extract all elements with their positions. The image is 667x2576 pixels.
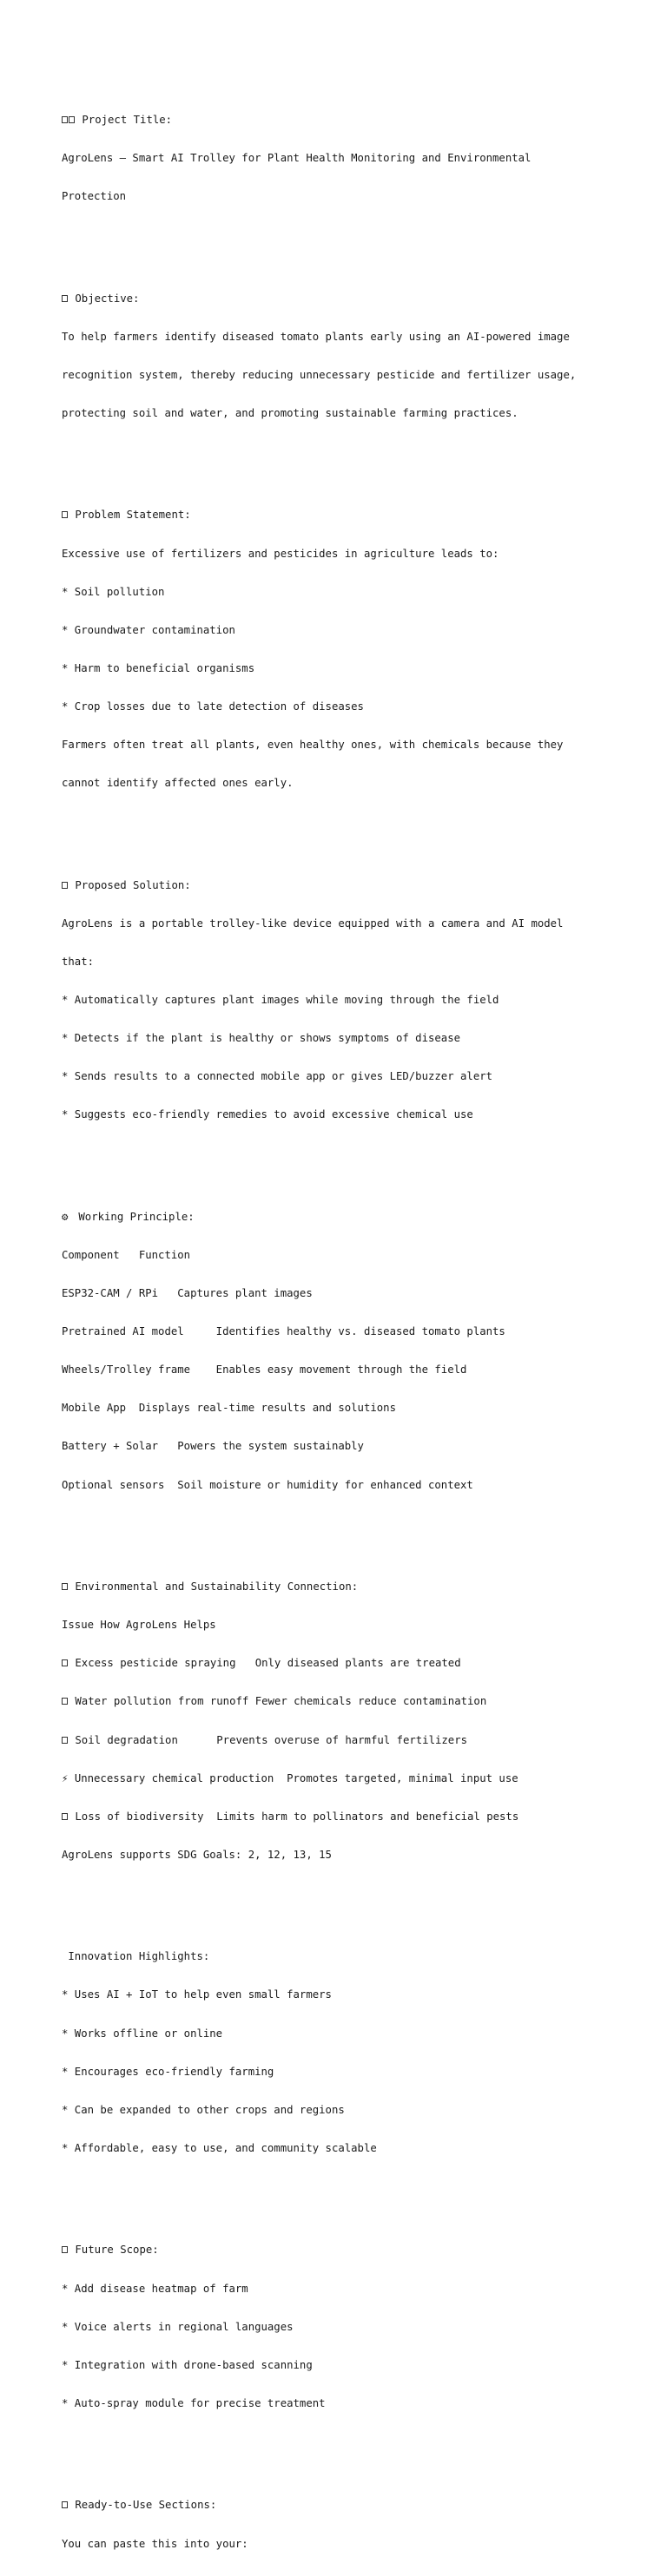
list-item: * Can be expanded to other crops and regions [62, 2103, 345, 2116]
section-heading-environmental: Environmental and Sustainability Connection: [62, 1580, 617, 1594]
table-row: Water pollution from runoff Fewer chemicals reduce contamination [62, 1695, 617, 1708]
list-item: * Add disease heatmap of farm [62, 2282, 248, 2295]
list-item: * Detects if the plant is healthy or shows symptoms of disease [62, 1032, 461, 1045]
table-row: Battery + Solar Powers the system sustainably [62, 1440, 364, 1453]
text-line: recognition system, thereby reducing unnecessary pesticide and fertilizer usage, [62, 368, 577, 381]
text-line: Farmers often treat all plants, even healthy ones, with chemicals because they [62, 739, 564, 752]
gear-icon: ⚙ [62, 1210, 69, 1223]
table-row: Loss of biodiversity Limits harm to pollinators and beneficial pests [62, 1810, 617, 1824]
sdg-goals: AgroLens supports SDG Goals: 2, 12, 13, 15 [62, 1848, 332, 1861]
list-item: * Automatically captures plant images while moving through the field [62, 994, 499, 1006]
section-heading-project-title: Project Title: [62, 114, 617, 127]
list-item: * Crop losses due to late detection of diseases [62, 700, 364, 713]
text-line: protecting soil and water, and promoting sustainable farming practices. [62, 406, 518, 419]
list-item: * Integration with drone-based scanning [62, 2358, 313, 2371]
table-row: Wheels/Trolley frame Enables easy movement through the field [62, 1364, 467, 1377]
table-row: Excess pesticide spraying Only diseased plants are treated [62, 1657, 617, 1670]
table-header: Issue How AgroLens Helps [62, 1619, 216, 1632]
box-icon [62, 1580, 69, 1593]
list-item: * Uses AI + IoT to help even small farmers [62, 1988, 332, 2001]
box-icon [62, 1810, 69, 1823]
table-row: Pretrained AI model Identifies healthy vs. diseased tomato plants [62, 1325, 505, 1338]
box-icon [62, 2499, 69, 2511]
text-line: that: [62, 955, 95, 968]
double-box-icon [62, 114, 76, 126]
document-body [62, 62, 617, 2576]
list-item: * Soil pollution [62, 585, 165, 598]
text-line: You can paste this into your: [62, 2537, 248, 2550]
list-item: * Voice alerts in regional languages [62, 2320, 294, 2333]
table-row: ESP32-CAM / RPi Captures plant images [62, 1287, 313, 1300]
list-item: * Affordable, easy to use, and community scalable [62, 2141, 377, 2154]
table-row: Soil degradation Prevents overuse of harmful fertilizers [62, 1734, 617, 1747]
text-line: Excessive use of fertilizers and pesticides in agriculture leads to: [62, 547, 499, 560]
table-row: Mobile App Displays real-time results and solutions [62, 1402, 396, 1415]
box-icon [62, 1657, 69, 1669]
list-item: * Sends results to a connected mobile app or gives LED/buzzer alert [62, 1070, 493, 1083]
section-heading-problem-statement: Problem Statement: [62, 509, 617, 522]
box-icon [62, 879, 69, 891]
text-line: Protection [62, 190, 127, 202]
section-heading-ready-to-use: Ready-to-Use Sections: [62, 2499, 617, 2512]
text-line: cannot identify affected ones early. [62, 777, 294, 790]
section-heading-innovation: Innovation Highlights: [62, 1950, 210, 1963]
list-item: * Encourages eco-friendly farming [62, 2065, 274, 2078]
section-heading-objective: Objective: [62, 292, 617, 306]
list-item: * Auto-spray module for precise treatment [62, 2396, 326, 2409]
box-icon [62, 509, 69, 521]
table-row: ⚡ Unnecessary chemical production Promotes targeted, minimal input use [62, 1771, 518, 1784]
text-line: AgroLens – Smart AI Trolley for Plant Health Monitoring and Environmental [62, 151, 532, 164]
list-item: * Groundwater contamination [62, 623, 235, 636]
section-heading-proposed-solution: Proposed Solution: [62, 879, 617, 892]
table-header: Component Function [62, 1248, 191, 1261]
box-icon [62, 2244, 69, 2256]
box-icon [62, 292, 69, 305]
table-row: Optional sensors Soil moisture or humidity for enhanced context [62, 1478, 473, 1491]
text-line: To help farmers identify diseased tomato plants early using an AI-powered image [62, 330, 570, 343]
text-line: AgroLens is a portable trolley-like device equipped with a camera and AI model [62, 917, 564, 930]
lightning-icon: ⚡ [62, 1771, 69, 1784]
section-heading-working-principle: ⚙ Working Principle: [62, 1210, 195, 1223]
section-heading-future-scope: Future Scope: [62, 2244, 617, 2257]
list-item: * Harm to beneficial organisms [62, 661, 255, 674]
list-item: * Suggests eco-friendly remedies to avoid excessive chemical use [62, 1108, 473, 1121]
box-icon [62, 1734, 69, 1746]
box-icon [62, 1695, 69, 1707]
list-item: * Works offline or online [62, 2027, 223, 2040]
